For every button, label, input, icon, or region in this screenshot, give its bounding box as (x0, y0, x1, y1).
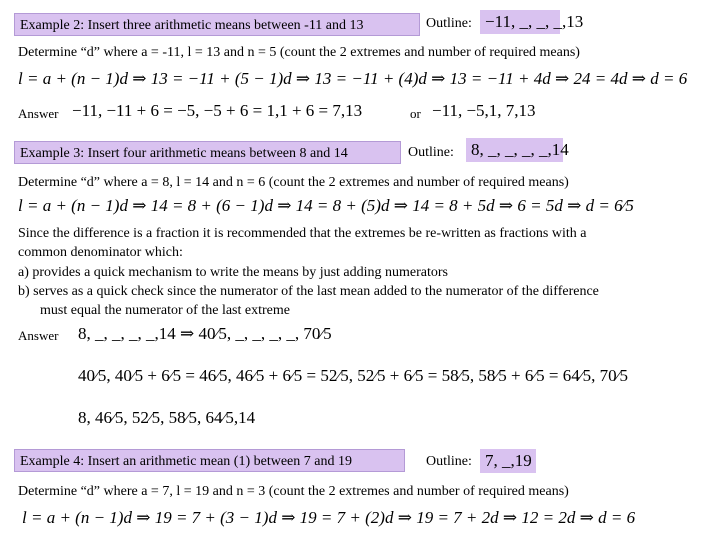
example-3-outline-label: Outline: (408, 145, 454, 160)
example-3-note-line-5: must equal the numerator of the last extreme (40, 303, 290, 318)
example-2-answer: −11, −11 + 6 = −5, −5 + 6 = 1,1 + 6 = 7,13 (72, 101, 363, 120)
example-3-formula: l = a + (n − 1)d ⇒ 14 = 8 + (6 − 1)d ⇒ 14 = 8 + (5)d ⇒ 14 = 8 + 5d ⇒ 6 = 5d ⇒ d = 6⁄5 (18, 196, 634, 215)
example-3-title: Example 3: Insert four arithmetic means between 8 and 14 (14, 141, 401, 164)
example-2-title: Example 2: Insert three arithmetic means between -11 and 13 (14, 13, 420, 36)
example-3-note-line-4: b) serves as a quick check since the numerator of the last mean added to the numerator of the difference (18, 284, 599, 299)
example-4-outline-label: Outline: (426, 454, 472, 469)
example-3-answer-label: Answer (18, 328, 59, 343)
example-4-formula: l = a + (n − 1)d ⇒ 19 = 7 + (3 − 1)d ⇒ 19 = 7 + (2)d ⇒ 19 = 7 + 2d ⇒ 12 = 2d ⇒ d = 6 (22, 508, 636, 527)
example-2-outline-label: Outline: (426, 16, 472, 31)
example-3-answer-line-3: 8, 46⁄5, 52⁄5, 58⁄5, 64⁄5,14 (78, 408, 256, 427)
example-2-outline: −11, _, _, _,13 (480, 10, 560, 34)
example-2-determine: Determine “d” where a = -11, l = 13 and n = 5 (count the 2 extremes and number of required means) (18, 45, 580, 60)
example-3-determine: Determine “d” where a = 8, l = 14 and n = 6 (count the 2 extremes and number of required means) (18, 175, 569, 190)
example-4-title: Example 4: Insert an arithmetic mean (1) between 7 and 19 (14, 449, 405, 472)
example-2-or: or (410, 106, 421, 121)
example-4-outline: 7, _,19 (480, 449, 536, 473)
example-3-note-line-3: a) provides a quick mechanism to write the means by just adding numerators (18, 265, 449, 280)
example-3-outline: 8, _, _, _, _,14 (466, 138, 563, 162)
example-2-answer-short: −11, −5,1, 7,13 (432, 101, 536, 120)
example-3-answer-line-2: 40⁄5, 40⁄5 + 6⁄5 = 46⁄5, 46⁄5 + 6⁄5 = 52⁄5, 52⁄5 + 6⁄5 = 58⁄5, 58⁄5 + 6⁄5 = 64⁄5, 70⁄5 (78, 366, 628, 385)
example-3-answer-line-1: 8, _, _, _, _,14 ⇒ 40⁄5, _, _, _, _, 70⁄5 (78, 324, 332, 343)
example-3-note-line-2: common denominator which: (18, 245, 183, 260)
example-2-answer-label: Answer (18, 106, 59, 121)
example-3-note-line-1: Since the difference is a fraction it is recommended that the extremes be re-written as fractions with a (18, 226, 587, 241)
example-4-determine: Determine “d” where a = 7, l = 19 and n = 3 (count the 2 extremes and number of required means) (18, 484, 569, 499)
example-2-formula: l = a + (n − 1)d ⇒ 13 = −11 + (5 − 1)d ⇒ 13 = −11 + (4)d ⇒ 13 = −11 + 4d ⇒ 24 = 4d ⇒ d = 6 (18, 69, 688, 88)
